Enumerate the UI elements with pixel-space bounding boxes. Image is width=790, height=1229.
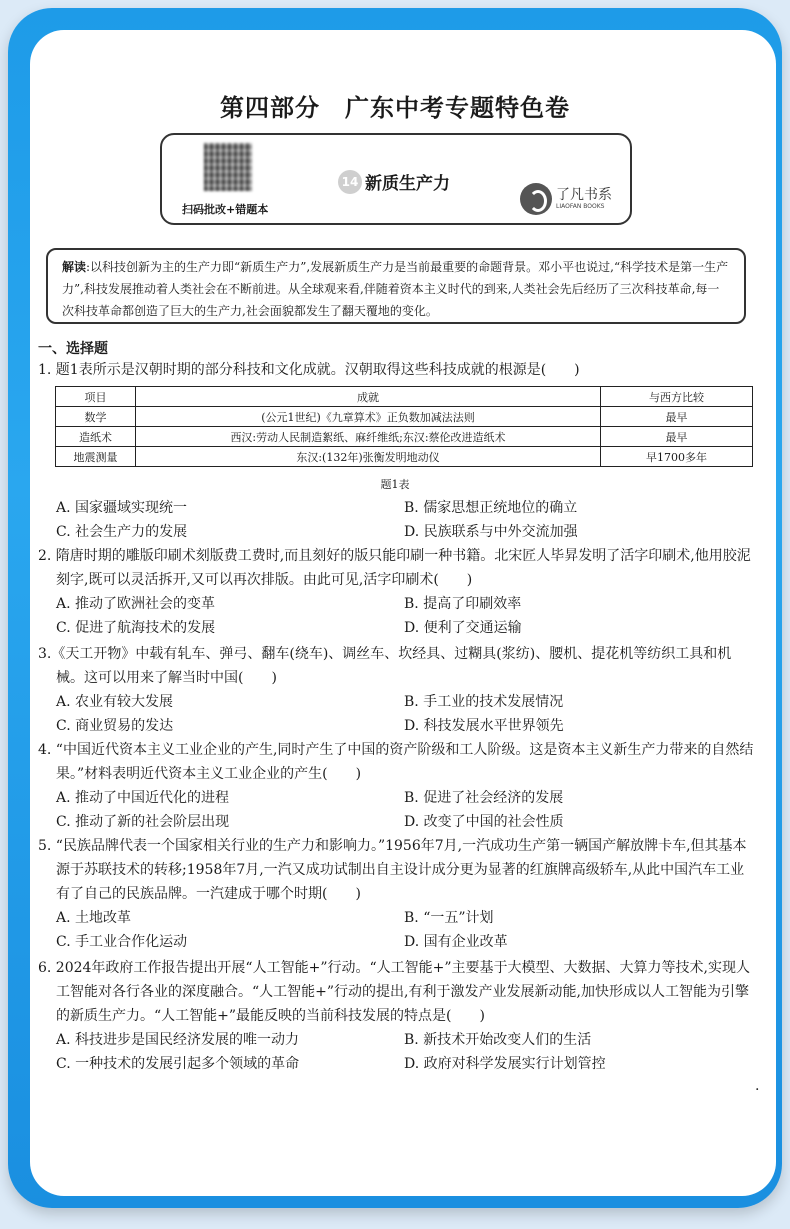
option-c[interactable]: C. 社会生产力的发展 <box>56 524 188 540</box>
table-row <box>56 447 753 467</box>
option-c[interactable]: C. 推动了新的社会阶层出现 <box>56 814 230 830</box>
intro-text: :以科技创新为主的生产力即“新质生产力”,发展新质生产力是当前最重要的命题背景。邓小平也说过,“科学技术是第一生产力”,科技发展推动着人类社会在不断前进。从全球观来看,伴随着资本主义时代的到来,人类社会先后经历了三次科技革命,每一次科技革命都创造了巨大的生产力,社会面貌都发生了翻天覆地的变化。 <box>62 260 729 318</box>
option-a[interactable]: A. 农业有较大发展 <box>56 694 174 710</box>
table-header-cell: 成就 <box>136 387 601 407</box>
intro-note <box>46 248 746 324</box>
question-6 <box>38 956 758 1076</box>
option-a[interactable]: A. 土地改革 <box>56 910 132 926</box>
option-b[interactable]: B. 新技术开始改变人们的生活 <box>404 1032 592 1048</box>
scan-label: 扫码批改+错题本 <box>182 203 269 216</box>
table-cell: (公元1世纪)《九章算术》正负数加减法法则 <box>136 407 601 427</box>
option-a[interactable]: A. 推动了欧洲社会的变革 <box>56 596 216 612</box>
section-title: 一、选择题 <box>38 341 108 357</box>
table-header-cell: 项目 <box>56 387 136 407</box>
page-title: 第四部分 广东中考专题特色卷 <box>220 94 570 122</box>
brand-name-en: LIAOFAN BOOKS <box>556 203 605 210</box>
option-d[interactable]: D. 国有企业改革 <box>404 934 508 950</box>
option-a[interactable]: A. 科技进步是国民经济发展的唯一动力 <box>56 1032 300 1048</box>
option-d[interactable]: D. 科技发展水平世界领先 <box>404 718 564 734</box>
brand-logo <box>520 183 612 215</box>
question-stem: 2. 隋唐时期的雕版印刷术刻版费工费时,而且刻好的版只能印刷一种书籍。北宋匠人毕昇发明了活字印刷术,他用胶泥刻字,既可以灵活拆开,又可以再次排版。由此可见,活字印刷术( ) <box>38 548 751 588</box>
question-3 <box>38 642 758 738</box>
option-d[interactable]: D. 政府对科学发展实行计划管控 <box>404 1056 606 1072</box>
table-cell: 最早 <box>601 427 753 447</box>
table-cell: 东汉:(132年)张衡发明地动仪 <box>136 447 601 467</box>
topic-heading <box>338 169 450 194</box>
table-cell: 数学 <box>56 407 136 427</box>
brand-name: 了凡书系 <box>556 187 612 203</box>
brand-logo-icon <box>520 183 552 215</box>
question-4 <box>38 738 758 834</box>
topic-title: 新质生产力 <box>365 174 450 194</box>
option-a[interactable]: A. 国家疆域实现统一 <box>56 500 188 516</box>
topic-header-box <box>160 133 632 225</box>
question-stem: 5. “民族品牌代表一个国家相关行业的生产力和影响力。”1956年7月,一汽成功生产第一辆国产解放牌卡车,但其基本源于苏联技术的转移;1958年7月,一汽又成功试制出自主设计成分更为显著的红旗牌高级轿车,从此中国汽车工业有了自己的民族品牌。一汽建成于哪个时期( ) <box>38 838 747 902</box>
option-c[interactable]: C. 促进了航海技术的发展 <box>56 620 216 636</box>
option-d[interactable]: D. 改变了中国的社会性质 <box>404 814 564 830</box>
question-stem: 4. “中国近代资本主义工业企业的产生,同时产生了中国的资产阶级和工人阶级。这是资本主义新生产力带来的自然结果。”材料表明近代资本主义工业企业的产生( ) <box>38 742 754 782</box>
option-b[interactable]: B. 儒家思想正统地位的确立 <box>404 500 578 516</box>
table-cell: 造纸术 <box>56 427 136 447</box>
option-b[interactable]: B. 手工业的技术发展情况 <box>404 694 564 710</box>
option-d[interactable]: D. 民族联系与中外交流加强 <box>404 524 578 540</box>
trailing-mark: . <box>755 1078 760 1094</box>
table-header-cell: 与西方比较 <box>601 387 753 407</box>
option-d[interactable]: D. 便利了交通运输 <box>404 620 522 636</box>
question-stem: 6. 2024年政府工作报告提出开展“人工智能+”行动。“人工智能+”主要基于大模型、大数据、大算力等技术,实现人工智能对各行各业的深度融合。“人工智能+”行动的提出,有利于激发产业发展新动能,加快形成以人工智能为引擎的新质生产力。“人工智能+”最能反映的当前科技发展的特点是( ) <box>38 960 750 1024</box>
question-stem: 3.《天工开物》中载有轧车、弹弓、翻车(绕车)、调丝车、坎经具、过糊具(浆纺)、腰机、提花机等纺织工具和机械。这可以用来了解当时中国( ) <box>38 646 732 686</box>
table-row <box>56 407 753 427</box>
topic-number-badge: 14 <box>338 170 362 194</box>
option-b[interactable]: B. 促进了社会经济的发展 <box>404 790 564 806</box>
intro-label: 解读 <box>62 260 87 274</box>
question-5 <box>38 834 758 954</box>
qr-code-icon[interactable] <box>204 143 252 191</box>
option-c[interactable]: C. 商业贸易的发达 <box>56 718 174 734</box>
table-1 <box>55 386 753 467</box>
table-caption: 题1表 <box>380 478 410 491</box>
question-1 <box>38 358 758 382</box>
question-1-options <box>38 496 758 544</box>
table-cell: 最早 <box>601 407 753 427</box>
table-cell: 地震测量 <box>56 447 136 467</box>
table-cell: 早1700多年 <box>601 447 753 467</box>
option-c[interactable]: C. 手工业合作化运动 <box>56 934 188 950</box>
question-2 <box>38 544 758 640</box>
table-cell: 西汉:劳动人民制造絮纸、麻纤维纸;东汉:蔡伦改进造纸术 <box>136 427 601 447</box>
option-a[interactable]: A. 推动了中国近代化的进程 <box>56 790 230 806</box>
option-b[interactable]: B. 提高了印刷效率 <box>404 596 522 612</box>
table-header-row <box>56 387 753 407</box>
option-c[interactable]: C. 一种技术的发展引起多个领域的革命 <box>56 1056 300 1072</box>
option-b[interactable]: B. “一五”计划 <box>404 910 494 926</box>
table-row <box>56 427 753 447</box>
question-stem: 1. 题1表所示是汉朝时期的部分科技和文化成就。汉朝取得这些科技成就的根源是( ) <box>38 362 580 378</box>
